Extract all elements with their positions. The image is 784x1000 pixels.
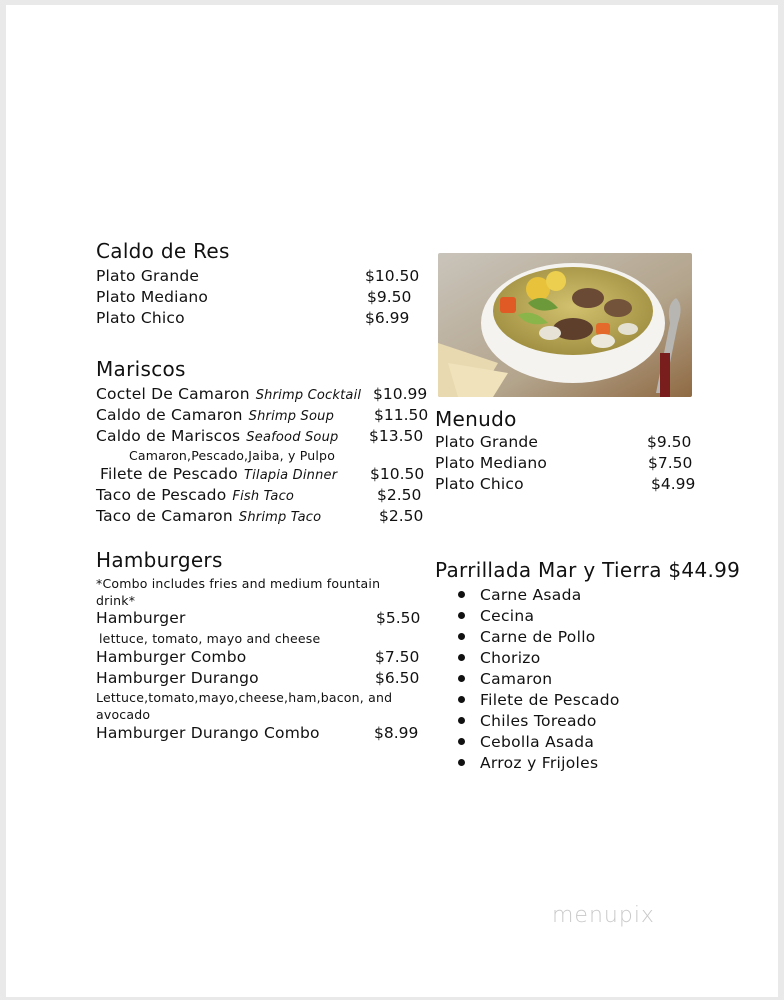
menu-price: $13.50 xyxy=(369,427,424,445)
item-english: Shrimp Soup xyxy=(248,409,335,424)
menupix-watermark: menupix xyxy=(552,903,655,928)
menu-price: $2.50 xyxy=(377,486,422,504)
list-item: Chiles Toreado xyxy=(458,711,620,732)
bullet-icon xyxy=(458,696,465,703)
menu-item: Hamburger Combo xyxy=(96,648,247,666)
parrillada-list xyxy=(458,585,620,774)
list-item: Cebolla Asada xyxy=(458,732,620,753)
menu-price: $10.50 xyxy=(365,267,420,285)
item-english: Shrimp Taco xyxy=(238,510,322,525)
item-english: Shrimp Cocktail xyxy=(255,388,362,403)
bullet-icon xyxy=(458,654,465,661)
menu-price: $9.50 xyxy=(647,433,692,451)
bullet-icon xyxy=(458,759,465,766)
item-description: lettuce, tomato, mayo and cheese xyxy=(99,631,321,646)
menu-item xyxy=(96,427,338,445)
menu-item xyxy=(96,385,361,403)
item-description: avocado xyxy=(96,707,151,722)
item-name: Caldo de Mariscos xyxy=(96,427,241,445)
mariscos-heading: Mariscos xyxy=(96,357,186,381)
menu-item: Hamburger Durango xyxy=(96,669,259,687)
menu-item xyxy=(96,486,294,504)
mariscos-note: Camaron,Pescado,Jaiba, y Pulpo xyxy=(129,448,336,463)
bullet-icon xyxy=(458,717,465,724)
item-name: Taco de Pescado xyxy=(96,486,227,504)
list-item: Arroz y Frijoles xyxy=(458,753,620,774)
list-item: Carne Asada xyxy=(458,585,620,606)
menu-price: $2.50 xyxy=(379,507,424,525)
menu-item: Plato Mediano xyxy=(96,288,209,306)
item-name: Caldo de Camaron xyxy=(96,406,243,424)
menu-price: $7.50 xyxy=(375,648,420,666)
menu-page xyxy=(6,5,778,997)
bullet-icon xyxy=(458,738,465,745)
menu-price: $9.50 xyxy=(367,288,412,306)
menu-item xyxy=(96,507,321,525)
menu-item: Plato Chico xyxy=(435,475,524,493)
menu-price: $7.50 xyxy=(648,454,693,472)
combo-note: *Combo includes fries and medium fountain xyxy=(96,576,381,591)
menu-price: $5.50 xyxy=(376,609,421,627)
combo-note: drink* xyxy=(96,593,136,608)
parrillada-heading: Parrillada Mar y Tierra $44.99 xyxy=(435,558,741,582)
menu-item: Plato Mediano xyxy=(435,454,548,472)
bullet-icon xyxy=(458,633,465,640)
menu-price: $6.50 xyxy=(375,669,420,687)
menu-price: $4.99 xyxy=(651,475,696,493)
bullet-icon xyxy=(458,612,465,619)
menu-price: $11.50 xyxy=(374,406,429,424)
list-item: Chorizo xyxy=(458,648,620,669)
menu-item: Hamburger xyxy=(96,609,186,627)
hamburgers-heading: Hamburgers xyxy=(96,548,223,572)
menudo-heading: Menudo xyxy=(435,407,517,431)
caldo-soup-image xyxy=(438,253,692,397)
item-description: Lettuce,tomato,mayo,cheese,ham,bacon, and xyxy=(96,690,393,705)
item-name: Filete de Pescado xyxy=(100,465,238,483)
item-english: Fish Taco xyxy=(232,489,295,504)
item-english: Tilapia Dinner xyxy=(243,468,338,483)
item-name: Coctel De Camaron xyxy=(96,385,250,403)
menu-price: $10.50 xyxy=(370,465,425,483)
menu-item xyxy=(100,465,337,483)
menu-price: $8.99 xyxy=(374,724,419,742)
soup-photo xyxy=(438,253,692,397)
menu-item: Plato Grande xyxy=(96,267,200,285)
list-item: Cecina xyxy=(458,606,620,627)
caldo-de-res-heading: Caldo de Res xyxy=(96,239,230,263)
menu-item xyxy=(96,406,334,424)
bullet-icon xyxy=(458,675,465,682)
menu-item: Plato Chico xyxy=(96,309,185,327)
menu-item: Hamburger Durango Combo xyxy=(96,724,320,742)
menu-price: $6.99 xyxy=(365,309,410,327)
list-item: Carne de Pollo xyxy=(458,627,620,648)
list-item: Filete de Pescado xyxy=(458,690,620,711)
menu-price: $10.99 xyxy=(373,385,428,403)
bullet-icon xyxy=(458,591,465,598)
list-item: Camaron xyxy=(458,669,620,690)
item-name: Taco de Camaron xyxy=(96,507,233,525)
menu-item: Plato Grande xyxy=(435,433,539,451)
item-english: Seafood Soup xyxy=(246,430,339,445)
